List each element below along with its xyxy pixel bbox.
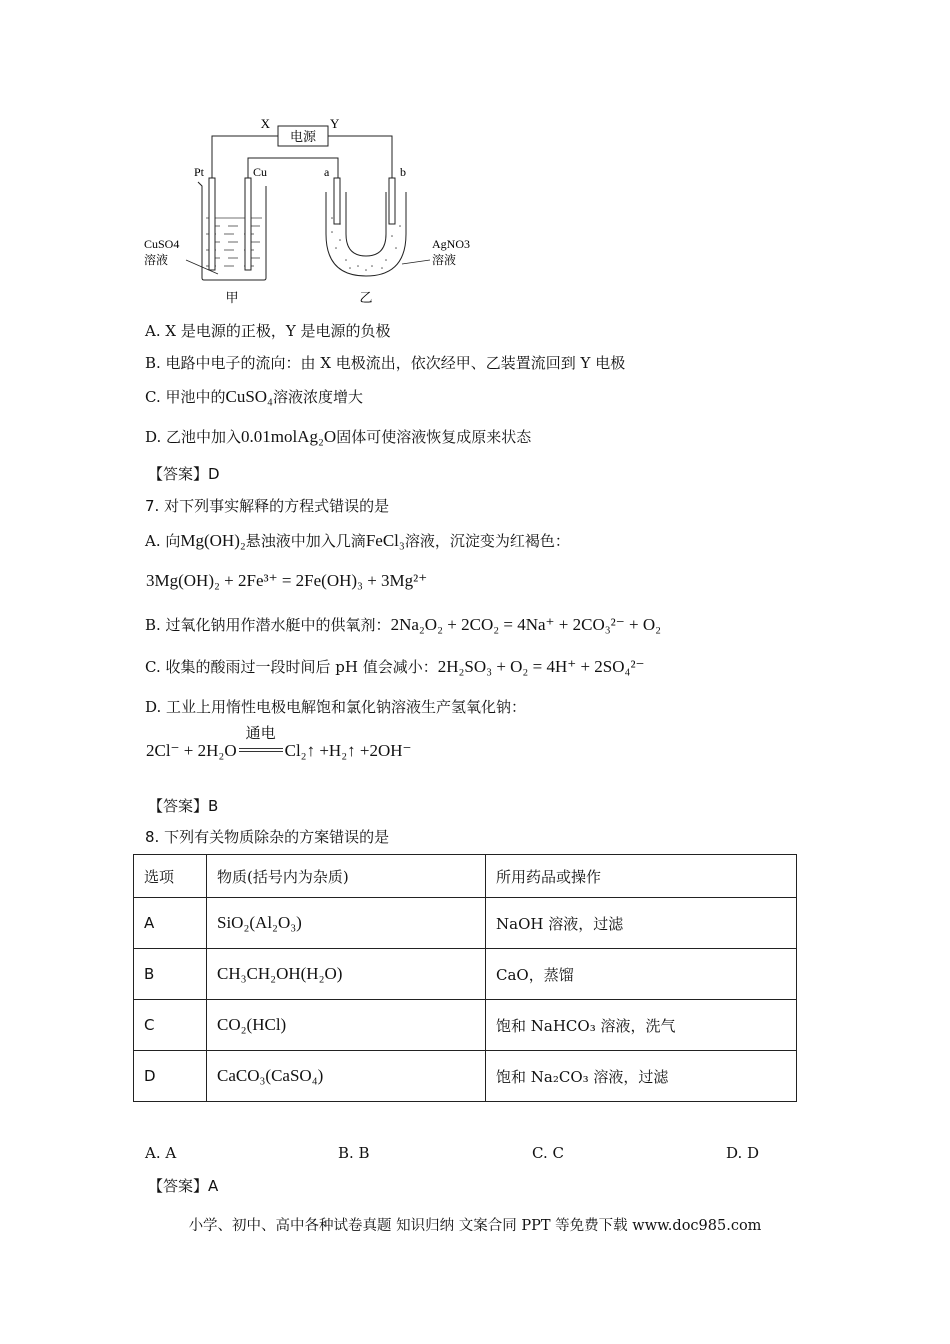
row-reagent: 饱和 NaHCO₃ 溶液，洗气	[486, 1000, 797, 1051]
header-option: 选项	[134, 855, 207, 898]
jia-label: 甲	[225, 291, 239, 306]
q8-answer	[148, 1175, 218, 1196]
row-substance: CO₂(HCl)	[207, 1000, 486, 1051]
q8-answer-label: 【答案】	[148, 1177, 209, 1195]
q6-d-suffix: 固体可使溶液恢复成原来状态	[336, 428, 532, 446]
q7-d-equation	[146, 724, 412, 762]
page-footer: 小学、初中、高中各种试卷真题 知识归纳 文案合同 PPT 等免费下载 www.doc985.com	[188, 1218, 762, 1234]
row-reagent: NaOH 溶液，过滤	[486, 898, 797, 949]
row-substance: CH₃CH₂OH(H₂O)	[207, 949, 486, 1000]
beaker-jia	[198, 182, 266, 280]
q6-c-suffix: 溶液浓度增大	[272, 388, 363, 406]
q8-choice-b: B. B	[338, 1144, 370, 1162]
yi-label: 乙	[359, 291, 373, 306]
header-substance: 物质(括号内为杂质)	[207, 855, 486, 898]
row-substance: SiO₂(Al₂O₃)	[207, 898, 486, 949]
pt-label: Pt	[194, 165, 205, 179]
q8-choice-d: D. D	[726, 1144, 760, 1162]
a-electrode	[334, 178, 340, 224]
q7-option-b	[145, 614, 661, 636]
q6-d-formula: 0.01molAg₂O	[241, 427, 337, 446]
q7-a-suffix: 溶液，沉淀变为红褐色：	[404, 532, 570, 550]
agno3-label: AgNO3	[432, 237, 470, 251]
q6-option-d	[145, 426, 531, 448]
q6-c-formula: CuSO₄	[225, 387, 273, 406]
row-option: B	[134, 949, 207, 1000]
q8-table	[133, 854, 797, 1102]
q6-answer-value: D	[208, 465, 220, 483]
q6-answer-label: 【答案】	[148, 465, 209, 483]
agno3-dots	[331, 217, 401, 271]
q7-d-left: 2Cl⁻ + 2H₂O	[146, 741, 237, 760]
cuso4-solution-label: 溶液	[144, 253, 169, 267]
q7-answer-label: 【答案】	[148, 797, 209, 815]
table-row	[134, 898, 797, 949]
q8-choice-c: C. C	[532, 1144, 564, 1162]
header-reagent: 所用药品或操作	[486, 855, 797, 898]
q7-a-formula1: Mg(OH)₂	[180, 531, 246, 550]
q7-option-d: D. 工业上用惰性电极电解饱和氯化钠溶液生产氢氧化钠：	[145, 698, 527, 716]
table-row	[134, 1051, 797, 1102]
row-substance: CaCO₃(CaSO₄)	[207, 1051, 486, 1102]
q7-a-formula2: FeCl₃	[365, 531, 405, 550]
q7-title: 7. 对下列事实解释的方程式错误的是	[145, 497, 390, 515]
electrolysis-diagram	[140, 108, 480, 308]
q6-option-c	[145, 386, 363, 408]
q7-option-a	[145, 530, 570, 552]
q7-d-condition	[237, 724, 285, 762]
table-row	[134, 1000, 797, 1051]
row-reagent: CaO，蒸馏	[486, 949, 797, 1000]
q6-option-b: B. 电路中电子的流向：由 X 电极流出，依次经甲、乙装置流回到 Y 电极	[145, 354, 626, 372]
q7-d-condition-bar	[239, 748, 283, 752]
q7-b-equation: 2Na₂O₂ + 2CO₂ = 4Na⁺ + 2CO₃²⁻ + O₂	[390, 615, 662, 634]
q7-c-prefix: C. 收集的酸雨过一段时间后 pH 值会减小：	[145, 658, 438, 676]
q7-a-equation: 3Mg(OH)₂ + 2Fe³⁺ = 2Fe(OH)₃ + 3Mg²⁺	[146, 571, 428, 590]
y-terminal-label: Y	[330, 116, 340, 131]
q7-a-middle: 悬浊液中加入几滴	[245, 532, 366, 550]
q7-b-prefix: B. 过氧化钠用作潜水艇中的供氧剂：	[145, 616, 391, 634]
q6-d-prefix: D. 乙池中加入	[145, 428, 242, 446]
cu-electrode	[245, 178, 251, 270]
q6-option-a: A. X 是电源的正极，Y 是电源的负极	[145, 322, 391, 340]
u-tube-inner	[346, 192, 386, 256]
table-header-row	[134, 855, 797, 898]
q6-c-prefix: C. 甲池中的	[145, 388, 226, 406]
row-option: A	[134, 898, 207, 949]
a-label: a	[324, 165, 330, 179]
cu-label: Cu	[253, 165, 268, 179]
q7-d-condition-text: 通电	[245, 724, 276, 742]
table-row	[134, 949, 797, 1000]
row-option: D	[134, 1051, 207, 1102]
q7-d-right: Cl₂↑ +H₂↑ +2OH⁻	[284, 741, 412, 760]
q8-choice-a: A. A	[145, 1144, 177, 1162]
q7-a-prefix: A. 向	[145, 532, 181, 550]
x-terminal-label: X	[260, 116, 270, 131]
agno3-solution-label: 溶液	[432, 253, 457, 267]
pt-electrode	[209, 178, 215, 270]
q8-answer-value: A	[208, 1177, 219, 1195]
b-electrode	[389, 178, 395, 224]
q7-c-equation: 2H₂SO₃ + O₂ = 4H⁺ + 2SO₄²⁻	[437, 657, 645, 676]
q7-option-c	[145, 656, 645, 678]
q6-answer	[148, 463, 220, 484]
b-label: b	[400, 165, 406, 179]
agno3-pointer	[402, 260, 430, 264]
row-reagent: 饱和 Na₂CO₃ 溶液，过滤	[486, 1051, 797, 1102]
cuso4-label: CuSO4	[144, 237, 180, 251]
row-option: C	[134, 1000, 207, 1051]
q7-answer	[148, 795, 218, 816]
q7-answer-value: B	[208, 797, 219, 815]
power-source-label: 电源	[289, 130, 317, 145]
q8-title: 8. 下列有关物质除杂的方案错误的是	[145, 828, 390, 846]
